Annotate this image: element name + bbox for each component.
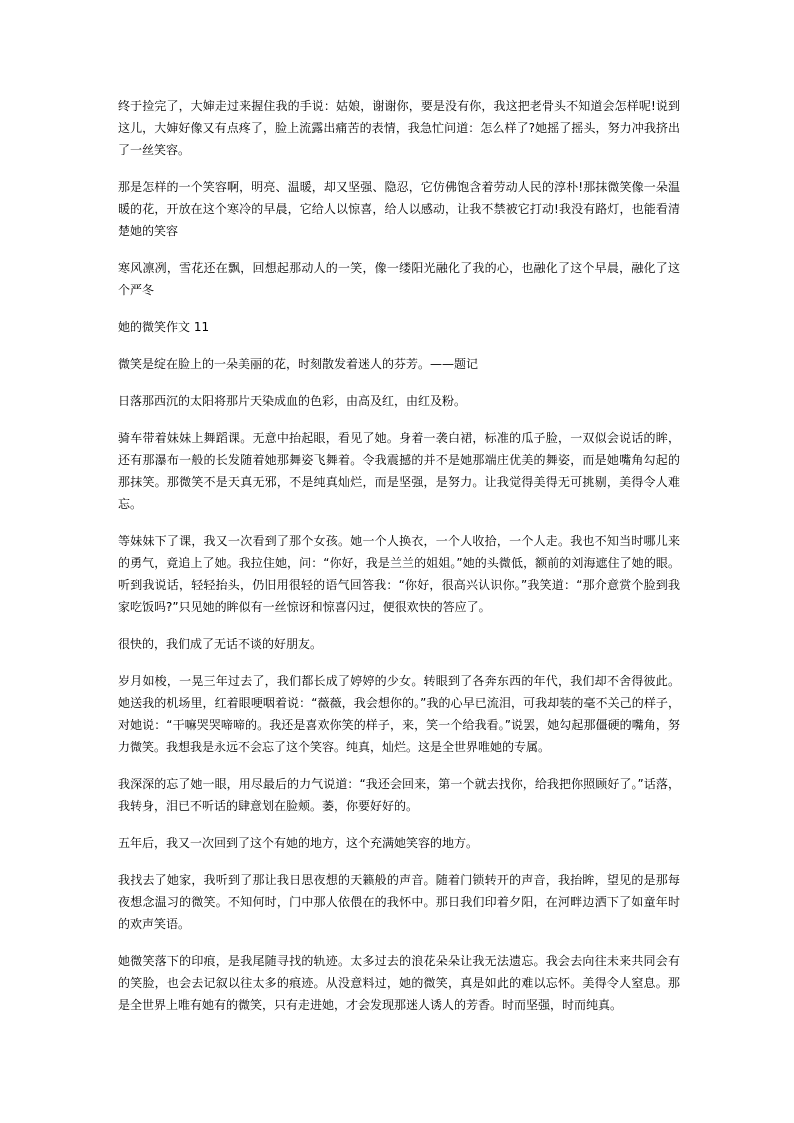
paragraph-meeting-girl: 等妹妹下了课，我又一次看到了那个女孩。她一个人换衣，一个人收拾，一个人走。我也不知当时哪儿来的勇气，竟追上了她。我拉住她，问：“你好，我是兰兰的姐姐。”她的头微低，额前的刘海遮住了她的眼。听到我说话，轻轻抬头，仍旧用很轻的语气回答我：“你好，很高兴认识你。”我笑道：“那介意赏个脸到我家吃饭吗?”只见她的眸似有一丝惊讶和惊喜闪过，便很欢快的答应了。 <box>118 534 680 614</box>
paragraph-five-years-later: 五年后，我又一次回到了这个有她的地方，这个充满她笑容的地方。 <box>118 836 479 850</box>
document-page <box>118 95 680 1031</box>
paragraph-epigraph: 微笑是绽在脸上的一朵美丽的花，时刻散发着迷人的芬芳。——题记 <box>118 357 479 371</box>
paragraph-cold-wind: 寒风凛冽，雪花还在飘，回想起那动人的一笑，像一缕阳光融化了我的心，也融化了这个早晨，融化了这个严冬 <box>118 261 680 297</box>
essay-heading: 她的微笑作文 11 <box>118 320 210 334</box>
paragraph-dance-class: 骑车带着妹妹上舞蹈课。无意中抬起眼，看见了她。身着一袭白裙，标准的瓜子脸，一双似会说话的眸，还有那瀑布一般的长发随着她那舞姿飞舞着。令我震撼的并不是她那端庄优美的舞姿，而是她嘴角勾起的那抹笑。那微笑不是天真无邪，不是纯真灿烂，而是坚强，是努力。让我觉得美得无可挑剔，美得令人难忘。 <box>118 431 680 511</box>
paragraph-farewell: 我深深的忘了她一眼，用尽最后的力气说道：“我还会回来，第一个就去找你，给我把你照顾好了。”话落，我转身，泪已不听话的肆意划在脸颊。萎，你要好好的。 <box>118 777 680 813</box>
paragraph-picking-up: 终于捡完了，大婶走过来握住我的手说：姑娘，谢谢你，要是没有你，我这把老骨头不知道会怎样呢!说到这儿，大婶好像又有点疼了，脸上流露出痛苦的表情，我急忙问道：怎么样了?她摇了摇头，努力冲我挤出了一丝笑容。 <box>118 99 680 157</box>
paragraph-sunset: 日落那西沉的太阳将那片天染成血的色彩，由高及红，由红及粉。 <box>118 394 467 408</box>
paragraph-smile-description: 那是怎样的一个笑容啊，明亮、温暖，却又坚强、隐忍，它仿佛饱含着劳动人民的淳朴!那抹微笑像一朵温暖的花，开放在这个寒冷的早晨，它给人以惊喜，给人以感动，让我不禁被它打动!我没有路灯，也能看清楚她的笑容 <box>118 180 680 238</box>
paragraph-reunion: 我找去了她家，我听到了那让我日思夜想的天籁般的声音。随着门锁转开的声音，我抬眸，望见的是那每夜想念温习的微笑。不知何时，门中那人依偎在的我怀中。那日我们印着夕阳，在河畔边洒下了如童年时的欢声笑语。 <box>118 873 680 931</box>
paragraph-friends: 很快的，我们成了无话不谈的好朋友。 <box>118 637 323 651</box>
paragraph-closing: 她微笑落下的印痕，是我尾随寻找的轨迹。太多过去的浪花朵朵让我无法遗忘。我会去向往未来共同会有的笑脸，也会去记叙以往太多的痕迹。从没意料过，她的微笑，真是如此的难以忘怀。美得令人窒息。那是全世界上唯有她有的微笑，只有走进她，才会发现那迷人诱人的芳香。时而坚强，时而纯真。 <box>118 954 680 1012</box>
paragraph-three-years: 岁月如梭，一晃三年过去了，我们都长成了婷婷的少女。转眼到了各奔东西的年代，我们却不舍得彼此。她送我的机场里，红着眼哽咽着说：“薇薇，我会想你的。”我的心早已流泪，可我却装的毫不关己的样子，对她说：“干嘛哭哭啼啼的。我还是喜欢你笑的样子，来，笑一个给我看。”说罢，她勾起那僵硬的嘴角，努力微笑。我想我是永远不会忘了这个笑容。纯真，灿烂。这是全世界唯她的专属。 <box>118 674 680 754</box>
